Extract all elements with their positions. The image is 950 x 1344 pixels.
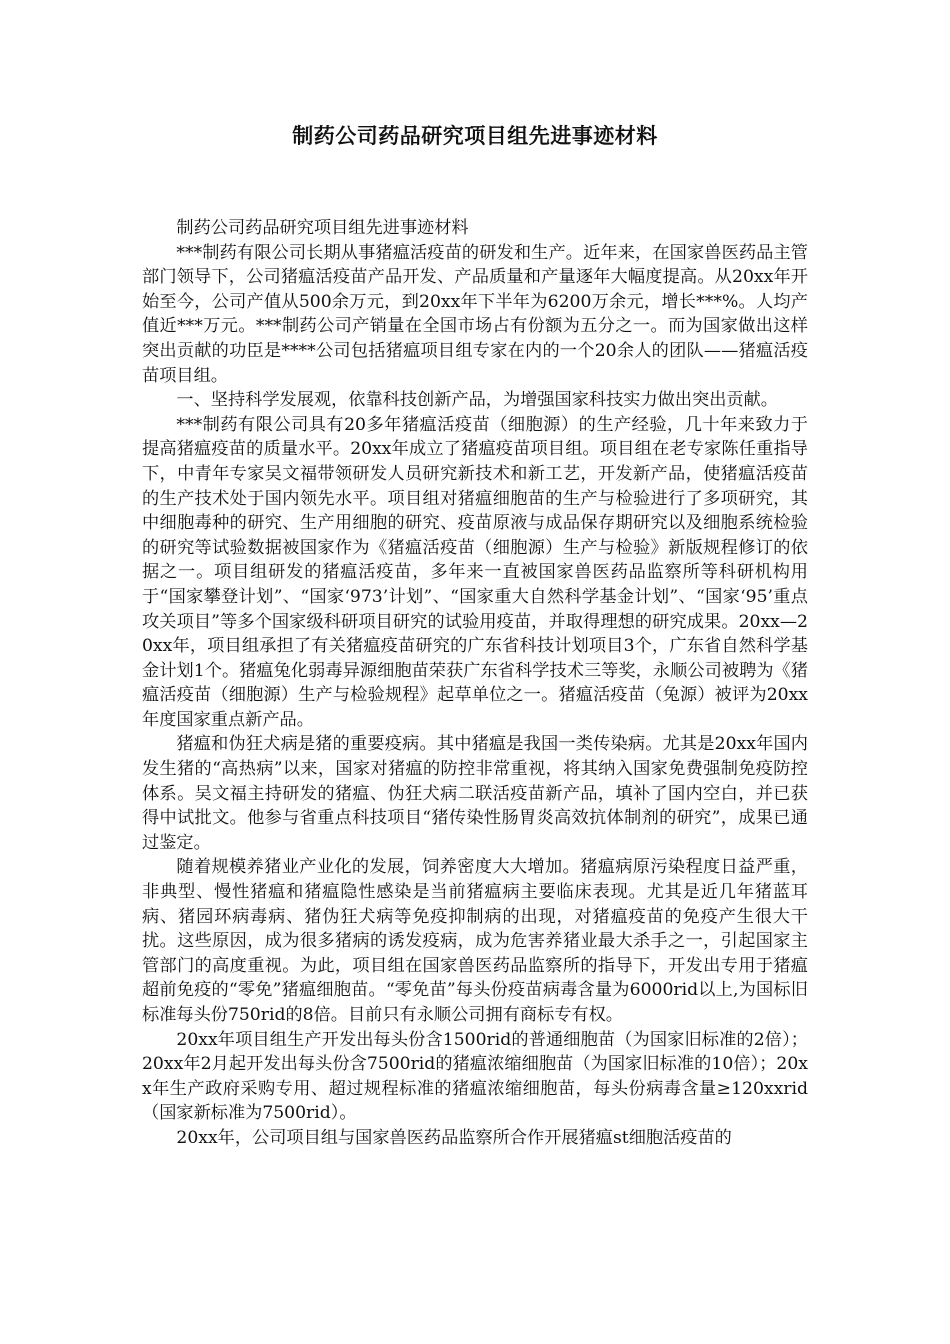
paragraph: ***制药有限公司长期从事猪瘟活疫苗的研发和生产。近年来，在国家兽医药品主管部门领导下，公司猪瘟活疫苗产品开发、产品质量和产量逐年大幅度提高。从20xx年开始至今，公司产值从500余万元，到20xx年下半年为6200万余元，增长***%。人均产值近***万元。***制药公司产销量在全国市场占有份额为五分之一。而为国家做出这样突出贡献的功臣是****公司包括猪瘟项目组专家在内的一个20余人的团队——猪瘟活疫苗项目组。 [142,242,808,386]
paragraph: 20xx年项目组生产开发出每头份含1500rid的普通细胞苗（为国家旧标准的2倍）；20xx年2月起开发出每头份含7500rid的猪瘟浓缩细胞苗（为国家旧标准的10倍）；20xx年生产政府采购专用、超过规程标准的猪瘟浓缩细胞苗，每头份病毒含量≥120xxrid（国家新标准为7500rid）。 [142,1029,808,1124]
document-title: 制药公司药品研究项目组先进事迹材料 [292,123,658,148]
paragraph: 一、坚持科学发展观，依靠科技创新产品，为增强国家科技实力做出突出贡献。 [176,390,778,411]
paragraph: 随着规模养猪业产业化的发展，饲养密度大大增加。猪瘟病原污染程度日益严重，非典型、慢性猪瘟和猪瘟隐性感染是当前猪瘟病主要临床表现。尤其是近几年猪蓝耳病、猪园环病毒病、猪伪狂犬病等免疫抑制病的出现，对猪瘟疫苗的免疫产生很大干扰。这些原因，成为很多猪病的诱发疫病，成为危害养猪业最大杀手之一，引起国家主管部门的高度重视。为此，项目组在国家兽医药品监察所的指导下，开发出专用于猪瘟超前免疫的“零免”猪瘟细胞苗。“零免苗”每头份疫苗病毒含量为6000rid以上,为国标旧标准每头份750rid的8倍。目前只有永顺公司拥有商标专有权。 [142,857,808,1025]
paragraph: 猪瘟和伪狂犬病是猪的重要疫病。其中猪瘟是我国一类传染病。尤其是20xx年国内发生猪的“高热病”以来，国家对猪瘟的防控非常重视，将其纳入国家免费强制免疫防控体系。吴文福主持研发的猪瘟、伪狂犬病二联活疫苗新产品，填补了国内空白，并已获得中试批文。他参与省重点科技项目“猪传染性肠胃炎高效抗体制剂的研究”，成果已通过鉴定。 [142,734,808,853]
paragraph: 20xx年，公司项目组与国家兽医药品监察所合作开展猪瘟st细胞活疫苗的 [176,1127,732,1148]
paragraph: 制药公司药品研究项目组先进事迹材料 [176,218,469,238]
paragraph: ***制药有限公司具有20多年猪瘟活疫苗（细胞源）的生产经验，几十年来致力于提高猪瘟疫苗的质量水平。20xx年成立了猪瘟疫苗项目组。项目组在老专家陈任重指导下，中青年专家吴文福带领研发人员研究新技术和新工艺，开发新产品，使猪瘟活疫苗的生产技术处于国内领先水平。项目组对猪瘟细胞苗的生产与检验进行了多项研究，其中细胞毒种的研究、生产用细胞的研究、疫苗原液与成品保存期研究以及细胞系统检验的研究等试验数据被国家作为《猪瘟活疫苗（细胞源）生产与检验》新版规程修订的依据之一。项目组研发的猪瘟活疫苗，多年来一直被国家兽医药品监察所等科研机构用于“国家攀登计划”、“国家‘973’计划”、“国家重大自然科学基金计划”、“国家‘95’重点攻关项目”等多个国家级科研项目研究的试验用疫苗，并取得理想的研究成果。20xx—20xx年，项目组承担了有关猪瘟疫苗研究的广东省科技计划项目3个，广东省自然科学基金计划1个。猪瘟兔化弱毒异源细胞苗荣获广东省科学技术三等奖，永顺公司被聘为《猪瘟活疫苗（细胞源）生产与检验规程》起草单位之一。猪瘟活疫苗（兔源）被评为20xx年度国家重点新产品。 [142,414,808,730]
document-body [142,216,808,1151]
